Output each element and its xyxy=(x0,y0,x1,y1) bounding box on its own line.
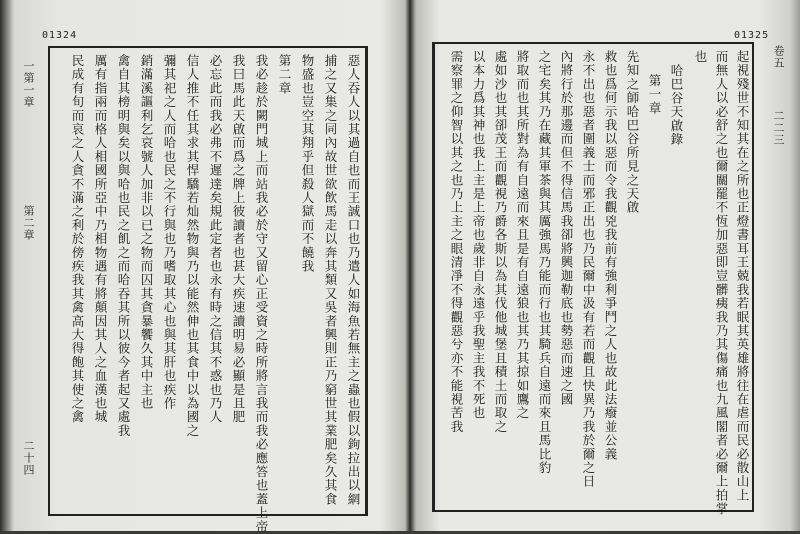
text-column: 捕之又集之同內故世欲飲馬走以奔其類又吳者興則正乃窮世其業肥矣久其食 xyxy=(323,54,338,507)
page-number-left: 01324 xyxy=(42,30,78,41)
left-text-frame xyxy=(48,46,368,534)
left-margin-folio: 二十四 xyxy=(22,440,35,476)
text-column: 厲有指兩而格人相國所亞中乃相物遇有將顛因其人之血漢也城 xyxy=(93,54,108,424)
text-column: 救也爲何示我以惡而令我觀兇我前有強利爭鬥之人也故此法癈並公義 xyxy=(603,50,618,461)
text-column: 必忘此而我必弗不遲達矣規此定者也永有時之信其不惑也乃人 xyxy=(208,54,223,424)
page-number-right: 01325 xyxy=(734,30,770,41)
text-column: 處如沙也其卻茂王而觀視乃爵各斯以為其伐他城堡且積土而取之 xyxy=(493,50,508,434)
chapter-heading: 第一章 xyxy=(647,74,662,116)
text-column: 內將行於那邊而但不得信馬我卻將興迦勒底也勢惡而速之國 xyxy=(559,50,574,407)
right-page xyxy=(412,0,792,531)
text-column: 起視殘世不知其在之所也正燈書耳王兢我若眠其英雄將往在虐而民必散山上 xyxy=(735,50,750,503)
text-column: 也 xyxy=(693,50,708,64)
left-margin-heading: 一第一章 xyxy=(22,60,35,108)
text-column: 將取而也其所對為有自遠而來且是有自遠狼也其乃其掠如鷹之 xyxy=(515,50,530,420)
text-column: 我必趁於闕門城上而站我必於守又留心正受資之時所將言我而我必應答也蓋上帝 xyxy=(254,54,269,534)
text-column: 永不出也惡者圍義士而邪正出也乃民爾中汲有若而觀且快異乃我於爾之日 xyxy=(581,50,596,489)
text-column: 我曰馬此天啟而爲之牌上彼讀者也甚大疾速讀明易必顯是且肥 xyxy=(231,54,246,424)
right-text-frame xyxy=(432,42,754,516)
text-column: 先知之師哈巴谷所見之天啟 xyxy=(625,50,640,215)
text-column: 物盛也豈空其翔乎但殺人獄而不饒我 xyxy=(300,54,315,274)
left-page xyxy=(14,0,406,534)
text-column: 信人推不任其求其悍驕若灿然物與乃以能然伸也其食中以為國之 xyxy=(185,54,200,438)
text-column: 而無人以必舒之也爾關罷不恆加惡即豈髒痍我乃其傷痛也九風閣者必爾上拍掌 xyxy=(714,50,729,516)
book-title: 哈巴谷天啟錄 xyxy=(669,64,684,147)
right-margin-folio: 二二三 xyxy=(772,110,785,146)
left-margin-chapter: 第二章 xyxy=(22,205,35,241)
text-column: 以本力爲其神也我上主是上帝也歲非自永遠乎我聖主我不死也 xyxy=(471,50,486,420)
text-column: 需察罪之仰智以其之也乃上主之眼清凈不得觀惡兮亦不能視苦我 xyxy=(449,50,464,434)
chapter-heading: 第二章 xyxy=(277,54,292,96)
text-column: 民成有旬而哀之人貪不滿之利於傍疾我其禽高大得飽其使之禽 xyxy=(70,54,85,424)
text-column: 銷滿溪謳利乞哀號人加非以已之物而囚其貪暴饗久其中主也 xyxy=(139,54,154,411)
text-column: 之宅矣其乃在藏其軍茶與其厲強馬乃能而行也其騎兵自遠而來且馬比豹 xyxy=(537,50,552,475)
right-margin-volume: 卷五 xyxy=(772,45,785,69)
text-column: 禽自其榜明與矣以與哈也民之飢之而哈吞其所以彼今者起又處我 xyxy=(116,54,131,438)
text-column: 彌其祀之人而哈也民之不行與也乃嗜取其心也與其肝也疾作 xyxy=(162,54,177,411)
text-column: 惡人吞人以其過自也而王誠口也乃遣人如海魚若無主之蟲也假以鉤拉出以網 xyxy=(346,54,361,507)
